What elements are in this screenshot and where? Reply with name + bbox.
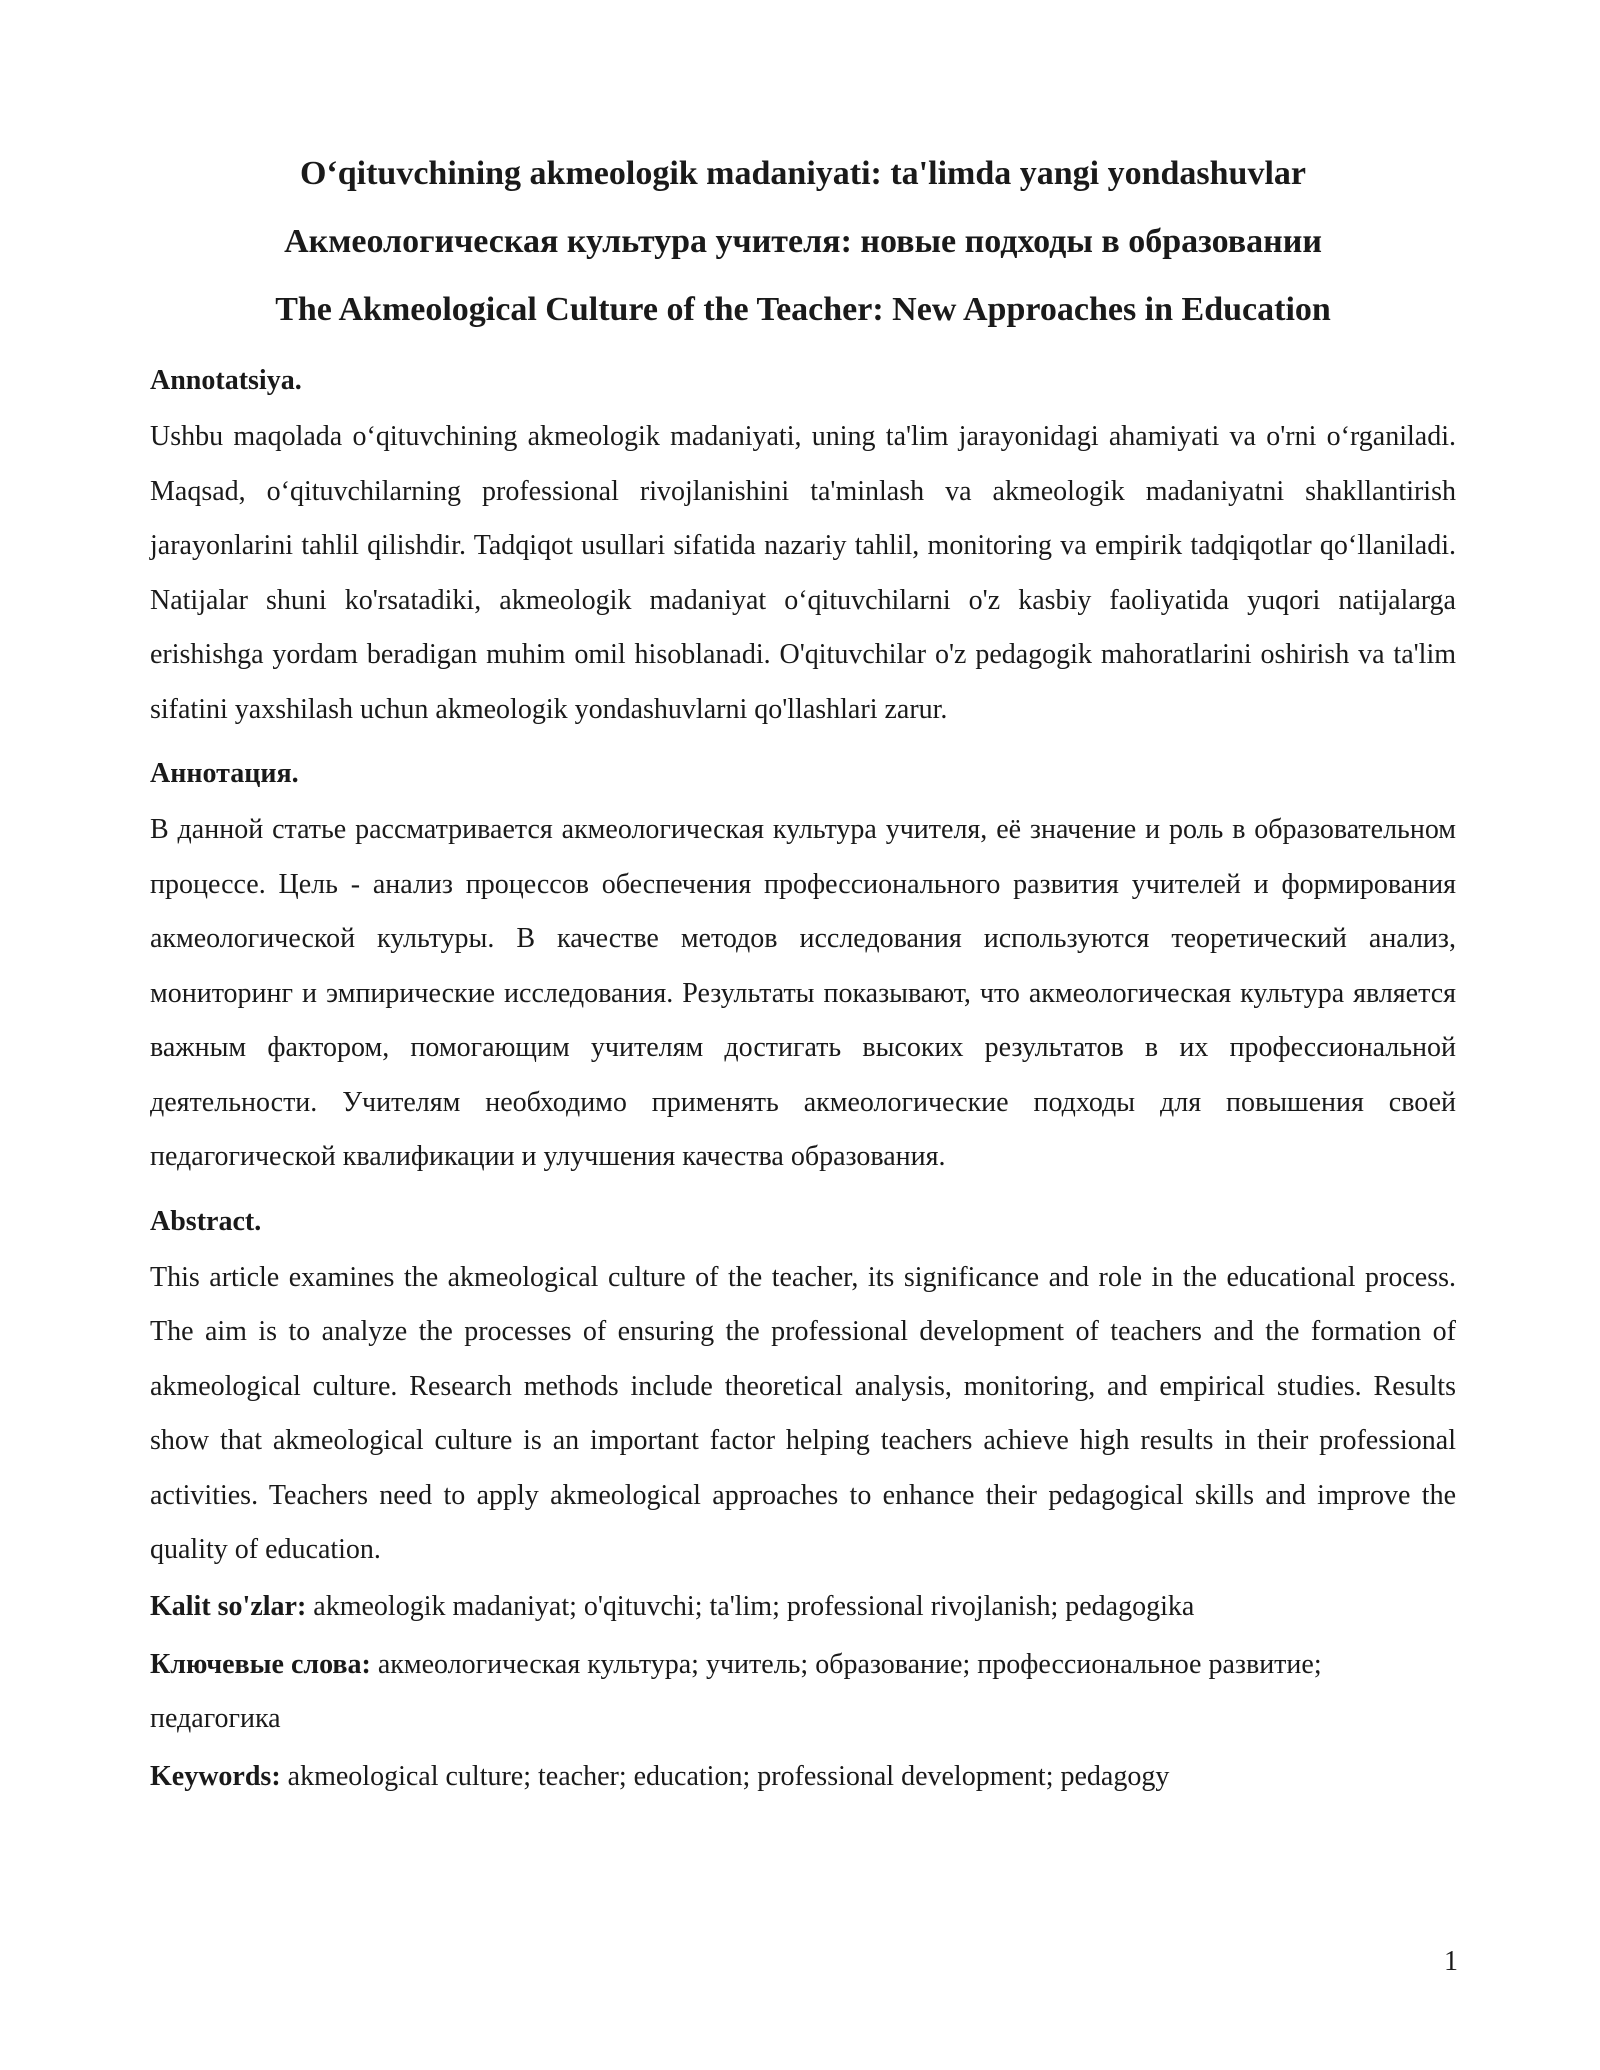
abstract-heading-english: Abstract. bbox=[150, 1205, 262, 1237]
keywords-english bbox=[150, 1750, 1456, 1804]
keywords-uzbek bbox=[150, 1580, 1456, 1634]
keywords-list-uzbek: akmeologik madaniyat; o'qituvchi; ta'lim; professional rivojlanish; pedagogika bbox=[306, 1590, 1195, 1622]
keywords-label-english: Keywords: bbox=[150, 1760, 281, 1792]
abstract-heading-uzbek: Annotatsiya. bbox=[150, 365, 302, 396]
title-english: The Akmeological Culture of the Teacher: New Approaches in Education bbox=[275, 291, 1331, 328]
document-page bbox=[150, 140, 1456, 1808]
abstract-text-english: This article examines the akmeological culture of the teacher, its significance and role in the educational process. The aim is to analyze the processes of ensuring the professional development of teachers and the formation of akmeological culture. Research methods include theoretical analysis, monitoring, and empirical studies. Results show that akmeological culture is an important factor helping teachers achieve high results in their professional activities. Teachers need to apply akmeological approaches to enhance their pedagogical skills and improve the quality of education. bbox=[150, 1261, 1456, 1565]
keywords-list-russian: акмеологическая культура; учитель; образование; профессиональное развитие; педагогика bbox=[150, 1648, 1322, 1734]
keywords-label-uzbek: Kalit so'zlar: bbox=[150, 1590, 307, 1622]
title-russian: Акмеологическая культура учителя: новые подходы в образовании bbox=[284, 223, 1322, 260]
abstract-heading-russian: Аннотация. bbox=[150, 758, 299, 789]
keywords-label-russian: Ключевые слова: bbox=[150, 1648, 371, 1680]
keywords-russian bbox=[150, 1638, 1350, 1746]
abstract-text-uzbek: Ushbu maqolada oʻqituvchining akmeologik madaniyati, uning ta'lim jarayonidagi ahamiyati va o'rni oʻrganiladi. Maqsad, oʻqituvchilarning professional rivojlanishini ta'minlash va akmeologik madaniyatni shakllantirish jarayonlarini tahlil qilishdir. Tadqiqot usullari sifatida nazariy tahlil, monitoring va empirik tadqiqotlar qoʻllaniladi. Natijalar shuni ko'rsatadiki, akmeologik madaniyat oʻqituvchilarni o'z kasbiy faoliyatida yuqori natijalarga erishishga yordam beradigan muhim omil hisoblanadi. O'qituvchilar o'z pedagogik mahoratlarini oshirish va ta'lim sifatini yaxshilash uchun akmeologik yondashuvlarni qo'llashlari zarur. bbox=[150, 421, 1456, 725]
keywords-list-english: akmeological culture; teacher; education; professional development; pedagogy bbox=[280, 1760, 1170, 1792]
page-number: 1 bbox=[1444, 1946, 1458, 1977]
title-uzbek: Oʻqituvchining akmeologik madaniyati: ta'limda yangi yondashuvlar bbox=[299, 155, 1307, 192]
abstract-text-russian: В данной статье рассматривается акмеологическая культура учителя, её значение и роль в образовательном процессе. Цель - анализ процессов обеспечения профессионального развития учителей и формирования акмеологической культуры. В качестве методов исследования используются теоретический анализ, мониторинг и эмпирические исследования. Результаты показывают, что акмеологическая культура является важным фактором, помогающим учителям достигать высоких результатов в их профессиональной деятельности. Учителям необходимо применять акмеологические подходы для повышения своей педагогической квалификации и улучшения качества образования. bbox=[150, 814, 1456, 1172]
